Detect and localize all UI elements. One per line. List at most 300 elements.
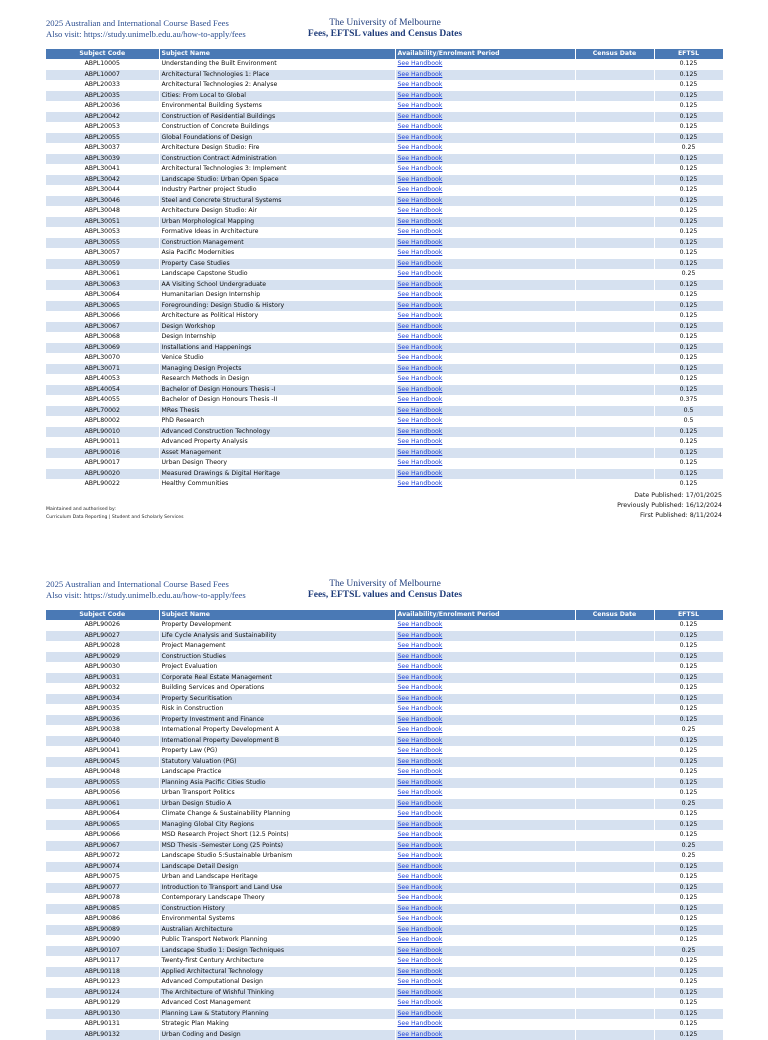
subject-name-cell: Landscape Detail Design <box>159 862 395 873</box>
maintained-line-2: Curriculum Data Reporting | Student and Scholarly Services <box>46 514 184 522</box>
see-handbook-link[interactable]: See Handbook <box>398 821 443 828</box>
availability-cell <box>395 458 575 469</box>
see-handbook-link[interactable]: See Handbook <box>398 323 443 330</box>
census-date-cell <box>575 746 654 757</box>
eftsl-cell: 0.125 <box>654 956 723 967</box>
header-fees-url[interactable]: Also visit: https://study.unimelb.edu.au/how-to-apply/fees <box>46 29 246 40</box>
subject-code-cell: ABPL90035 <box>46 704 159 715</box>
see-handbook-link[interactable]: See Handbook <box>398 663 443 670</box>
eftsl-cell: 0.125 <box>654 311 723 322</box>
availability-cell <box>395 883 575 894</box>
eftsl-cell: 0.125 <box>654 767 723 778</box>
see-handbook-link[interactable]: See Handbook <box>398 884 443 891</box>
see-handbook-link[interactable]: See Handbook <box>398 695 443 702</box>
subject-code-cell: ABPL80002 <box>46 416 159 427</box>
availability-cell <box>395 967 575 978</box>
table-row <box>46 290 723 301</box>
availability-cell <box>395 862 575 873</box>
subject-name-cell: The Architecture of Wishful Thinking <box>159 988 395 999</box>
subject-name-cell: Twenty-first Century Architecture <box>159 956 395 967</box>
table-row <box>46 704 723 715</box>
see-handbook-link[interactable]: See Handbook <box>398 747 443 754</box>
availability-cell <box>395 799 575 810</box>
see-handbook-link[interactable]: See Handbook <box>398 894 443 901</box>
subject-name-cell: Advanced Computational Design <box>159 977 395 988</box>
availability-cell <box>395 185 575 196</box>
subject-code-cell: ABPL90118 <box>46 967 159 978</box>
availability-cell <box>395 757 575 768</box>
availability-cell <box>395 448 575 459</box>
table-row <box>46 175 723 186</box>
subject-code-cell: ABPL90045 <box>46 757 159 768</box>
subject-code-cell: ABPL30042 <box>46 175 159 186</box>
table-row <box>46 80 723 91</box>
subject-code-cell: ABPL90107 <box>46 946 159 957</box>
subject-code-cell: ABPL70002 <box>46 406 159 417</box>
eftsl-cell: 0.125 <box>654 914 723 925</box>
table-row <box>46 652 723 663</box>
see-handbook-link[interactable]: See Handbook <box>398 354 443 361</box>
see-handbook-link[interactable]: See Handbook <box>398 800 443 807</box>
eftsl-cell: 0.125 <box>654 133 723 144</box>
table-row <box>46 851 723 862</box>
table-row <box>46 395 723 406</box>
see-handbook-link[interactable]: See Handbook <box>398 102 443 109</box>
see-handbook-link[interactable]: See Handbook <box>398 60 443 67</box>
subject-name-cell: Managing Design Projects <box>159 364 395 375</box>
census-date-cell <box>575 652 654 663</box>
subject-name-cell: MSD Research Project Short (12.5 Points) <box>159 830 395 841</box>
eftsl-cell: 0.125 <box>654 883 723 894</box>
see-handbook-link[interactable]: See Handbook <box>398 375 443 382</box>
subject-name-cell: MRes Thesis <box>159 406 395 417</box>
col-eftsl: EFTSL <box>654 49 723 59</box>
census-date-cell <box>575 662 654 673</box>
availability-cell <box>395 673 575 684</box>
availability-cell <box>395 956 575 967</box>
census-date-cell <box>575 301 654 312</box>
subject-code-cell: ABPL10005 <box>46 59 159 70</box>
subject-code-cell: ABPL90016 <box>46 448 159 459</box>
subject-code-cell: ABPL30068 <box>46 332 159 343</box>
subject-name-cell: Formative Ideas in Architecture <box>159 227 395 238</box>
see-handbook-link[interactable]: See Handbook <box>398 438 443 445</box>
availability-cell <box>395 1009 575 1020</box>
subject-name-cell: Life Cycle Analysis and Sustainability <box>159 631 395 642</box>
census-date-cell <box>575 290 654 301</box>
census-date-cell <box>575 101 654 112</box>
table-row <box>46 217 723 228</box>
see-handbook-link[interactable]: See Handbook <box>398 737 443 744</box>
table-row <box>46 259 723 270</box>
see-handbook-link[interactable]: See Handbook <box>398 302 443 309</box>
eftsl-cell: 0.125 <box>654 91 723 102</box>
subject-name-cell: Installations and Happenings <box>159 343 395 354</box>
availability-cell <box>395 872 575 883</box>
eftsl-cell: 0.125 <box>654 967 723 978</box>
census-date-cell <box>575 715 654 726</box>
subject-name-cell: Construction Studies <box>159 652 395 663</box>
see-handbook-link[interactable]: See Handbook <box>398 197 443 204</box>
census-date-cell <box>575 967 654 978</box>
table-row <box>46 322 723 333</box>
subject-name-cell: Asia Pacific Modernities <box>159 248 395 259</box>
eftsl-cell: 0.25 <box>654 143 723 154</box>
subject-name-cell: Design Internship <box>159 332 395 343</box>
availability-cell <box>395 652 575 663</box>
see-handbook-link[interactable]: See Handbook <box>398 470 443 477</box>
table-row <box>46 112 723 123</box>
subject-code-cell: ABPL90089 <box>46 925 159 936</box>
subject-name-cell: Bachelor of Design Honours Thesis -I <box>159 385 395 396</box>
subject-code-cell: ABPL90129 <box>46 998 159 1009</box>
subject-code-cell: ABPL90036 <box>46 715 159 726</box>
eftsl-cell: 0.125 <box>654 385 723 396</box>
subject-code-cell: ABPL90030 <box>46 662 159 673</box>
see-handbook-link[interactable]: See Handbook <box>398 642 443 649</box>
subject-name-cell: AA Visiting School Undergraduate <box>159 280 395 291</box>
table-row <box>46 269 723 280</box>
see-handbook-link[interactable]: See Handbook <box>398 705 443 712</box>
subject-code-cell: ABPL30037 <box>46 143 159 154</box>
see-handbook-link[interactable]: See Handbook <box>398 123 443 130</box>
census-date-cell <box>575 862 654 873</box>
availability-cell <box>395 227 575 238</box>
see-handbook-link[interactable]: See Handbook <box>398 407 443 414</box>
see-handbook-link[interactable]: See Handbook <box>398 999 443 1006</box>
header-center <box>296 18 474 40</box>
see-handbook-link[interactable]: See Handbook <box>398 186 443 193</box>
availability-cell <box>395 332 575 343</box>
see-handbook-link[interactable]: See Handbook <box>398 155 443 162</box>
availability-cell <box>395 914 575 925</box>
subject-name-cell: International Property Development B <box>159 736 395 747</box>
subject-name-cell: Architectural Technologies 1: Place <box>159 70 395 81</box>
subject-name-cell: Property Securitisation <box>159 694 395 705</box>
census-date-cell <box>575 185 654 196</box>
table-row <box>46 385 723 396</box>
subject-code-cell: ABPL90123 <box>46 977 159 988</box>
see-handbook-link[interactable]: See Handbook <box>398 674 443 681</box>
see-handbook-link[interactable]: See Handbook <box>398 758 443 765</box>
table-row <box>46 1030 723 1040</box>
table-row <box>46 862 723 873</box>
see-handbook-link[interactable]: See Handbook <box>398 915 443 922</box>
see-handbook-link[interactable]: See Handbook <box>398 831 443 838</box>
see-handbook-link[interactable]: See Handbook <box>398 417 443 424</box>
table-row <box>46 1019 723 1030</box>
header-left <box>46 579 246 601</box>
table-row <box>46 778 723 789</box>
table-row <box>46 479 723 490</box>
table-row <box>46 122 723 133</box>
availability-cell <box>395 631 575 642</box>
subject-code-cell: ABPL90020 <box>46 469 159 480</box>
see-handbook-link[interactable]: See Handbook <box>398 1010 443 1017</box>
see-handbook-link[interactable]: See Handbook <box>398 449 443 456</box>
header-course-fees-title: 2025 Australian and International Course Based Fees <box>46 18 246 29</box>
subject-code-cell: ABPL90130 <box>46 1009 159 1020</box>
see-handbook-link[interactable]: See Handbook <box>398 716 443 723</box>
eftsl-cell: 0.125 <box>654 164 723 175</box>
table-row <box>46 91 723 102</box>
see-handbook-link[interactable]: See Handbook <box>398 270 443 277</box>
subject-code-cell: ABPL90124 <box>46 988 159 999</box>
subject-code-cell: ABPL90064 <box>46 809 159 820</box>
subject-code-cell: ABPL90061 <box>46 799 159 810</box>
table-row <box>46 925 723 936</box>
see-handbook-link[interactable]: See Handbook <box>398 239 443 246</box>
see-handbook-link[interactable]: See Handbook <box>398 726 443 733</box>
see-handbook-link[interactable]: See Handbook <box>398 281 443 288</box>
census-date-cell <box>575 70 654 81</box>
subject-name-cell: Industry Partner project Studio <box>159 185 395 196</box>
see-handbook-link[interactable]: See Handbook <box>398 113 443 120</box>
see-handbook-link[interactable]: See Handbook <box>398 684 443 691</box>
see-handbook-link[interactable]: See Handbook <box>398 260 443 267</box>
see-handbook-link[interactable]: See Handbook <box>398 165 443 172</box>
table-row <box>46 374 723 385</box>
table-row <box>46 238 723 249</box>
subject-name-cell: Urban Morphological Mapping <box>159 217 395 228</box>
census-date-cell <box>575 332 654 343</box>
maintained-line-1: Maintained and authorised by: <box>46 506 184 514</box>
table-row <box>46 820 723 831</box>
eftsl-cell: 0.125 <box>654 175 723 186</box>
subject-name-cell: Design Workshop <box>159 322 395 333</box>
subject-name-cell: Architecture Design Studio: Fire <box>159 143 395 154</box>
see-handbook-link[interactable]: See Handbook <box>398 71 443 78</box>
census-date-cell <box>575 956 654 967</box>
see-handbook-link[interactable]: See Handbook <box>398 863 443 870</box>
census-date-cell <box>575 620 654 631</box>
census-date-cell <box>575 427 654 438</box>
see-handbook-link[interactable]: See Handbook <box>398 144 443 151</box>
subject-code-cell: ABPL20055 <box>46 133 159 144</box>
see-handbook-link[interactable]: See Handbook <box>398 134 443 141</box>
see-handbook-link[interactable]: See Handbook <box>398 968 443 975</box>
see-handbook-link[interactable]: See Handbook <box>398 480 443 487</box>
availability-cell <box>395 395 575 406</box>
census-date-cell <box>575 946 654 957</box>
census-date-cell <box>575 206 654 217</box>
eftsl-cell: 0.125 <box>654 427 723 438</box>
subject-code-cell: ABPL90117 <box>46 956 159 967</box>
availability-cell <box>395 988 575 999</box>
eftsl-cell: 0.125 <box>654 374 723 385</box>
see-handbook-link[interactable]: See Handbook <box>398 1031 443 1038</box>
see-handbook-link[interactable]: See Handbook <box>398 207 443 214</box>
see-handbook-link[interactable]: See Handbook <box>398 365 443 372</box>
eftsl-cell: 0.125 <box>654 122 723 133</box>
census-date-cell <box>575 353 654 364</box>
availability-cell <box>395 311 575 322</box>
subject-name-cell: Planning Law & Statutory Planning <box>159 1009 395 1020</box>
table-row <box>46 343 723 354</box>
availability-cell <box>395 280 575 291</box>
subject-name-cell: Climate Change & Sustainability Planning <box>159 809 395 820</box>
eftsl-cell: 0.25 <box>654 851 723 862</box>
table-row <box>46 364 723 375</box>
table-row <box>46 893 723 904</box>
see-handbook-link[interactable]: See Handbook <box>398 81 443 88</box>
table-row <box>46 469 723 480</box>
eftsl-cell: 0.125 <box>654 1019 723 1030</box>
eftsl-cell: 0.125 <box>654 290 723 301</box>
see-handbook-link[interactable]: See Handbook <box>398 228 443 235</box>
eftsl-cell: 0.125 <box>654 988 723 999</box>
see-handbook-link[interactable]: See Handbook <box>398 852 443 859</box>
census-date-cell <box>575 851 654 862</box>
availability-cell <box>395 830 575 841</box>
availability-cell <box>395 427 575 438</box>
see-handbook-link[interactable]: See Handbook <box>398 1020 443 1027</box>
table-row <box>46 227 723 238</box>
see-handbook-link[interactable]: See Handbook <box>398 947 443 954</box>
see-handbook-link[interactable]: See Handbook <box>398 621 443 628</box>
eftsl-cell: 0.125 <box>654 998 723 1009</box>
see-handbook-link[interactable]: See Handbook <box>398 386 443 393</box>
census-date-cell <box>575 778 654 789</box>
availability-cell <box>395 778 575 789</box>
see-handbook-link[interactable]: See Handbook <box>398 459 443 466</box>
see-handbook-link[interactable]: See Handbook <box>398 176 443 183</box>
subject-name-cell: Statutory Valuation (PG) <box>159 757 395 768</box>
col-subject-name: Subject Name <box>159 610 395 620</box>
see-handbook-link[interactable]: See Handbook <box>398 653 443 660</box>
subject-code-cell: ABPL90075 <box>46 872 159 883</box>
subject-name-cell: Humanitarian Design Internship <box>159 290 395 301</box>
see-handbook-link[interactable]: See Handbook <box>398 779 443 786</box>
subject-name-cell: Foregrounding: Design Studio & History <box>159 301 395 312</box>
see-handbook-link[interactable]: See Handbook <box>398 989 443 996</box>
table-row <box>46 788 723 799</box>
see-handbook-link[interactable]: See Handbook <box>398 873 443 880</box>
availability-cell <box>395 935 575 946</box>
see-handbook-link[interactable]: See Handbook <box>398 978 443 985</box>
availability-cell <box>395 133 575 144</box>
subject-code-cell: ABPL20033 <box>46 80 159 91</box>
see-handbook-link[interactable]: See Handbook <box>398 905 443 912</box>
subject-code-cell: ABPL30059 <box>46 259 159 270</box>
subject-code-cell: ABPL90132 <box>46 1030 159 1040</box>
eftsl-cell: 0.125 <box>654 364 723 375</box>
table-row <box>46 448 723 459</box>
see-handbook-link[interactable]: See Handbook <box>398 789 443 796</box>
col-eftsl: EFTSL <box>654 610 723 620</box>
eftsl-cell: 0.125 <box>654 448 723 459</box>
census-date-cell <box>575 164 654 175</box>
subject-code-cell: ABPL10007 <box>46 70 159 81</box>
table-row <box>46 988 723 999</box>
see-handbook-link[interactable]: See Handbook <box>398 218 443 225</box>
header-fees-url[interactable]: Also visit: https://study.unimelb.edu.au/how-to-apply/fees <box>46 590 246 601</box>
table-row <box>46 185 723 196</box>
table-row <box>46 458 723 469</box>
census-date-cell <box>575 788 654 799</box>
census-date-cell <box>575 112 654 123</box>
subject-name-cell: Measured Drawings & Digital Heritage <box>159 469 395 480</box>
availability-cell <box>395 374 575 385</box>
table-row <box>46 206 723 217</box>
subject-code-cell: ABPL30066 <box>46 311 159 322</box>
availability-cell <box>395 736 575 747</box>
eftsl-cell: 0.125 <box>654 757 723 768</box>
see-handbook-link[interactable]: See Handbook <box>398 632 443 639</box>
subject-name-cell: Construction History <box>159 904 395 915</box>
subject-name-cell: Project Evaluation <box>159 662 395 673</box>
see-handbook-link[interactable]: See Handbook <box>398 249 443 256</box>
eftsl-cell: 0.125 <box>654 332 723 343</box>
availability-cell <box>395 112 575 123</box>
subject-name-cell: Urban Transport Politics <box>159 788 395 799</box>
see-handbook-link[interactable]: See Handbook <box>398 312 443 319</box>
eftsl-cell: 0.125 <box>654 301 723 312</box>
see-handbook-link[interactable]: See Handbook <box>398 428 443 435</box>
see-handbook-link[interactable]: See Handbook <box>398 957 443 964</box>
subject-code-cell: ABPL90031 <box>46 673 159 684</box>
see-handbook-link[interactable]: See Handbook <box>398 842 443 849</box>
table-row <box>46 799 723 810</box>
subject-code-cell: ABPL90065 <box>46 820 159 831</box>
subject-name-cell: Risk in Construction <box>159 704 395 715</box>
see-handbook-link[interactable]: See Handbook <box>398 291 443 298</box>
availability-cell <box>395 746 575 757</box>
census-date-cell <box>575 437 654 448</box>
census-date-cell <box>575 704 654 715</box>
eftsl-cell: 0.125 <box>654 1030 723 1040</box>
availability-cell <box>395 269 575 280</box>
subject-code-cell: ABPL30055 <box>46 238 159 249</box>
see-handbook-link[interactable]: See Handbook <box>398 768 443 775</box>
census-date-cell <box>575 883 654 894</box>
see-handbook-link[interactable]: See Handbook <box>398 92 443 99</box>
subject-name-cell: Architecture Design Studio: Air <box>159 206 395 217</box>
subject-name-cell: Landscape Capstone Studio <box>159 269 395 280</box>
subject-code-cell: ABPL90022 <box>46 479 159 490</box>
subject-code-cell: ABPL90017 <box>46 458 159 469</box>
subject-name-cell: Managing Global City Regions <box>159 820 395 831</box>
table-row <box>46 248 723 259</box>
subject-code-cell: ABPL90011 <box>46 437 159 448</box>
col-census-date: Census Date <box>575 610 654 620</box>
see-handbook-link[interactable]: See Handbook <box>398 810 443 817</box>
subject-name-cell: Urban Coding and Design <box>159 1030 395 1040</box>
first-published: First Published: 8/11/2024 <box>617 511 722 521</box>
see-handbook-link[interactable]: See Handbook <box>398 396 443 403</box>
see-handbook-link[interactable]: See Handbook <box>398 344 443 351</box>
subject-name-cell: Construction Management <box>159 238 395 249</box>
subject-name-cell: Landscape Studio 5:Sustainable Urbanism <box>159 851 395 862</box>
subject-code-cell: ABPL30065 <box>46 301 159 312</box>
see-handbook-link[interactable]: See Handbook <box>398 936 443 943</box>
see-handbook-link[interactable]: See Handbook <box>398 926 443 933</box>
subject-code-cell: ABPL30064 <box>46 290 159 301</box>
census-date-cell <box>575 631 654 642</box>
availability-cell <box>395 364 575 375</box>
subject-code-cell: ABPL30051 <box>46 217 159 228</box>
table-row <box>46 757 723 768</box>
subject-name-cell: Environmental Building Systems <box>159 101 395 112</box>
subject-code-cell: ABPL90029 <box>46 652 159 663</box>
subject-code-cell: ABPL90056 <box>46 788 159 799</box>
see-handbook-link[interactable]: See Handbook <box>398 333 443 340</box>
census-date-cell <box>575 925 654 936</box>
table-row <box>46 767 723 778</box>
subject-name-cell: Advanced Cost Management <box>159 998 395 1009</box>
table-row <box>46 830 723 841</box>
subject-code-cell: ABPL90131 <box>46 1019 159 1030</box>
